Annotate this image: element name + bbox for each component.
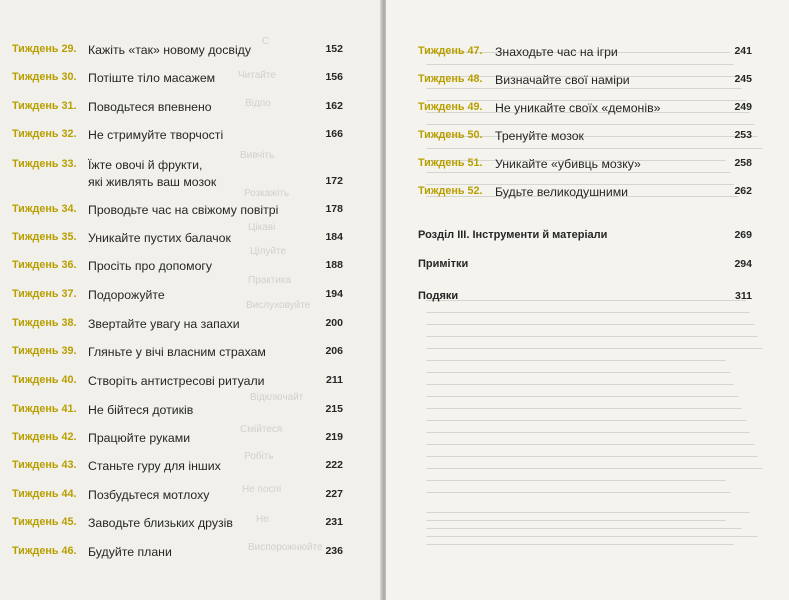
entry-title: Уникайте пустих балачок (88, 231, 231, 245)
page-number: 258 (734, 157, 752, 169)
show-through-line (426, 360, 726, 361)
left-page: С Читайте Відпо Вивчіть Розкажіть Цікаві Цілуйте Практика Вислуховуйте Відключайт Смійтеся Робіть Не поспі Не Виспорожнюйте Тиждень 29. Кажіть «так» новому досвіду 152 Тиждень 30. Потіште тіло масажем 156 Тиждень 31. Поводьтеся впевнено 162 Тиждень 32. Не стримуйте творчості 166 Тиждень 33. Їжте овочі й фрукти, які живлять ваш мозок 172 Тиждень 34. Проводьте час на свіжому повітрі 178 Тиждень 35. Уникайте пустих балачок 184 Тиждень 36. Просіть про допомогу 188 Тиждень 37. Подорожуйте 194 Тиждень 38. Звертайте увагу на запахи 200 Тиждень 39. Гляньте у вічі власним страхам 206 Тиждень 40. Створіть антистресові ритуали 211 Тиждень 41. Не бійтеся дотиків 215 Тиждень 42. Працюйте руками 219 Тиждень 43. Станьте гуру для інших 222 Тиждень 44. Позбудьтеся мотлоху 227 Тиждень 45. Заводьте близьких друзів 231 Тиждень 46. Будуйте плани 236 (0, 0, 383, 600)
show-through-line (426, 88, 742, 89)
show-through-line (426, 172, 730, 173)
page-number: 188 (325, 259, 343, 271)
week-label: Тиждень 48. (418, 73, 483, 85)
show-through-line (426, 300, 746, 301)
page-number: 249 (734, 101, 752, 113)
page-number: 194 (325, 288, 343, 300)
page-number: 184 (325, 231, 343, 243)
page-number: 152 (325, 43, 343, 55)
page-number: 222 (325, 459, 343, 471)
week-label: Тиждень 29. (12, 43, 77, 55)
entry-title: Їжте овочі й фрукти, (88, 158, 203, 172)
show-through-line (426, 396, 738, 397)
entry-title: Визначайте свої наміри (495, 73, 630, 87)
week-label: Тиждень 38. (12, 317, 77, 329)
week-label: Тиждень 46. (12, 545, 77, 557)
week-label: Тиждень 31. (12, 100, 77, 112)
section-title: Примітки (418, 258, 469, 270)
show-through-line (426, 384, 734, 385)
entry-title: Не уникайте своїх «демонів» (495, 101, 661, 115)
show-through-line (426, 124, 754, 125)
week-label: Тиждень 32. (12, 128, 77, 140)
week-label: Тиждень 33. (12, 158, 77, 170)
show-through-line (426, 544, 734, 545)
entry-title: Створіть антистресові ритуали (88, 374, 265, 388)
entry-title: Не стримуйте творчості (88, 128, 224, 142)
week-label: Тиждень 49. (418, 101, 483, 113)
week-label: Тиждень 44. (12, 488, 77, 500)
week-label: Тиждень 41. (12, 403, 77, 415)
entry-title: Гляньте у вічі власним страхам (88, 345, 266, 359)
page-number: 227 (325, 488, 343, 500)
section-title: Розділ III. Інструменти й матеріали (418, 229, 608, 241)
show-through-line (426, 64, 734, 65)
entry-title: Знаходьте час на ігри (495, 45, 618, 59)
entry-title: Кажіть «так» новому досвіду (88, 43, 251, 57)
entry-title: Подорожуйте (88, 288, 165, 302)
page-number: 253 (734, 129, 752, 141)
page-number: 211 (326, 374, 343, 386)
page-number: 219 (325, 431, 343, 443)
page-number: 215 (325, 403, 343, 415)
show-through-line (426, 492, 730, 493)
entry-title-line-2: які живлять ваш мозок (88, 175, 217, 189)
page-number: 236 (325, 545, 343, 557)
week-label: Тиждень 43. (12, 459, 77, 471)
show-through-line (426, 480, 726, 481)
show-through-line (426, 420, 746, 421)
entry-title: Заводьте близьких друзів (88, 516, 233, 530)
week-label: Тиждень 42. (12, 431, 77, 443)
show-through-line (426, 520, 726, 521)
section-page-number: 311 (735, 290, 752, 302)
show-through-line (426, 456, 758, 457)
week-label: Тиждень 36. (12, 259, 77, 271)
entry-title: Тренуйте мозок (495, 129, 584, 143)
show-through-line (426, 444, 754, 445)
show-through-line (426, 148, 762, 149)
entry-title: Позбудьтеся мотлоху (88, 488, 210, 502)
right-page (386, 0, 789, 600)
show-through-line (426, 536, 758, 537)
week-label: Тиждень 37. (12, 288, 77, 300)
page-number: 231 (325, 516, 343, 528)
show-through-line (426, 348, 762, 349)
page-number: 206 (325, 345, 343, 357)
week-label: Тиждень 30. (12, 71, 77, 83)
show-through-line (426, 408, 742, 409)
week-label: Тиждень 51. (418, 157, 483, 169)
entry-title: Проводьте час на свіжому повітрі (88, 203, 279, 217)
entry-title: Потіште тіло масажем (88, 71, 216, 85)
entry-title: Просіть про допомогу (88, 259, 213, 273)
entry-title: Уникайте «убивць мозку» (495, 157, 641, 171)
week-label: Тиждень 35. (12, 231, 77, 243)
show-through-line (426, 528, 742, 529)
show-through-line (426, 468, 762, 469)
show-through-line (426, 324, 754, 325)
entry-title: Будуйте плани (88, 545, 172, 559)
week-label: Тиждень 34. (12, 203, 77, 215)
entry-title: Звертайте увагу на запахи (88, 317, 240, 331)
week-label: Тиждень 47. (418, 45, 483, 57)
show-through-line (426, 432, 750, 433)
week-label: Тиждень 39. (12, 345, 77, 357)
page-number: 200 (325, 317, 343, 329)
page-number: 241 (734, 45, 752, 57)
page-number: 162 (325, 100, 343, 112)
entry-title: Поводьтеся впевнено (88, 100, 212, 114)
section-page-number: 294 (734, 258, 752, 270)
show-through-line (426, 312, 750, 313)
entry-title: Працюйте руками (88, 431, 191, 445)
entry-title: Не бійтеся дотиків (88, 403, 194, 417)
page-number: 156 (325, 71, 343, 83)
show-through-line (426, 336, 758, 337)
week-label: Тиждень 52. (418, 185, 483, 197)
entry-title: Будьте великодушними (495, 185, 629, 199)
page-number: 178 (325, 203, 343, 215)
section-title: Подяки (418, 290, 459, 302)
week-label: Тиждень 45. (12, 516, 77, 528)
week-label: Тиждень 50. (418, 129, 483, 141)
show-through-line (426, 512, 750, 513)
section-page-number: 269 (734, 229, 752, 241)
page-number: 245 (734, 73, 752, 85)
page-number: 166 (325, 128, 343, 140)
week-label: Тиждень 40. (12, 374, 77, 386)
page-number: 172 (325, 175, 343, 187)
page-number: 262 (734, 185, 752, 197)
show-through-line (426, 372, 730, 373)
entry-title: Станьте гуру для інших (88, 459, 221, 473)
